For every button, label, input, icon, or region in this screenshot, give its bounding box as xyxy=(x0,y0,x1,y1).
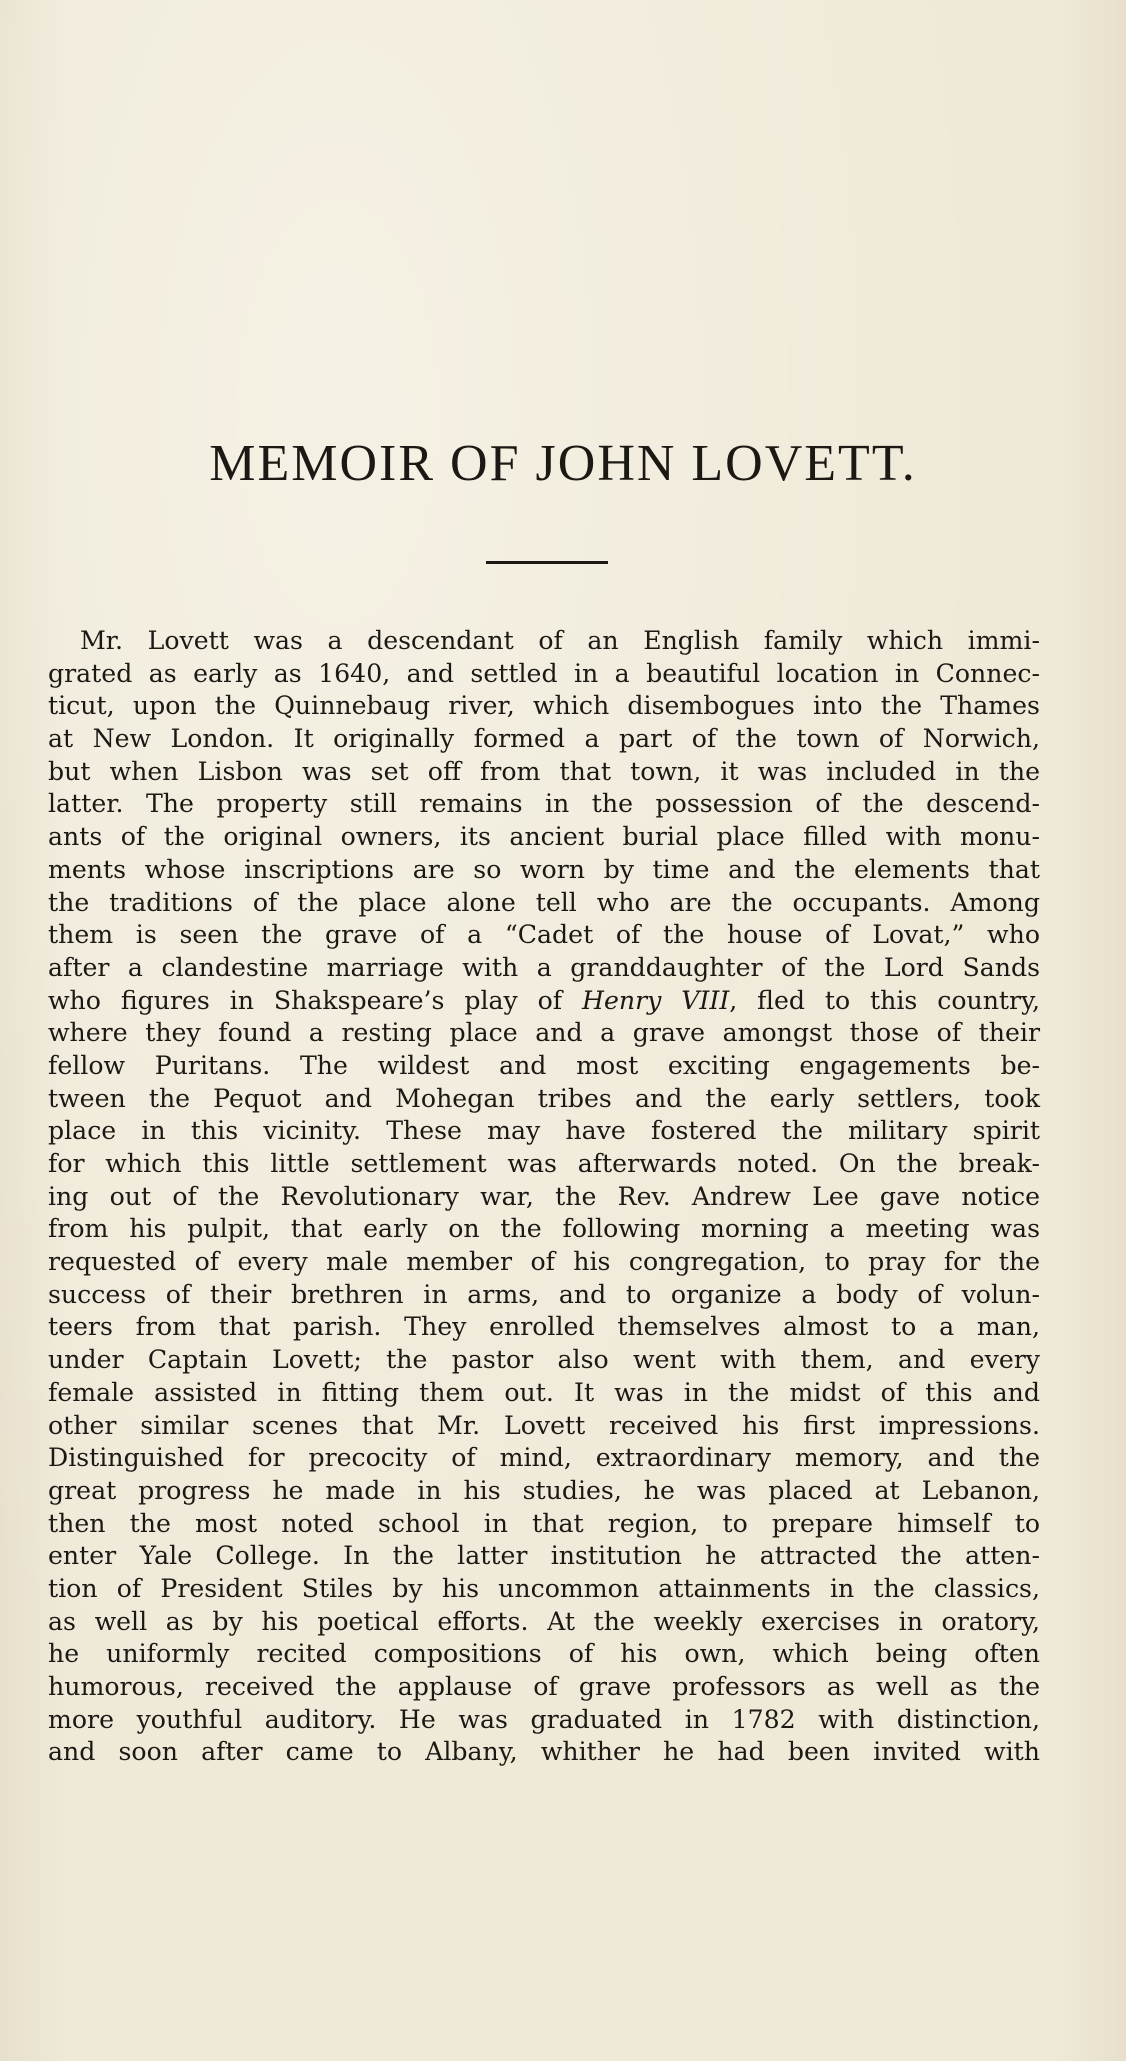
text-line: after a clandestine marriage with a granddaughter of the Lord Sands xyxy=(48,952,1040,982)
text-line: female assisted in fitting them out. It was in the midst of this and xyxy=(48,1377,1040,1407)
text-line: other similar scenes that Mr. Lovett received his first impressions. xyxy=(48,1410,1040,1440)
text-line: tion of President Stiles by his uncommon attainments in the classics, xyxy=(48,1573,1040,1603)
text-line: then the most noted school in that region, to prepare himself to xyxy=(48,1508,1040,1538)
text-line: ing out of the Revolutionary war, the Rev. Andrew Lee gave notice xyxy=(48,1181,1040,1211)
text-line: place in this vicinity. These may have fostered the military spirit xyxy=(48,1116,1040,1146)
text-line: them is seen the grave of a “Cadet of the house of Lovat,” who xyxy=(48,920,1040,950)
text-segment: , fled to this country, xyxy=(729,985,1040,1015)
text-line: as well as by his poetical efforts. At the weekly exercises in oratory, xyxy=(48,1606,1040,1636)
text-line-with-italic xyxy=(48,985,1040,1018)
text-line: from his pulpit, that early on the following morning a meeting was xyxy=(48,1214,1040,1244)
title-rule xyxy=(486,561,608,564)
text-line: fellow Puritans. The wildest and most exciting engagements be- xyxy=(48,1050,1040,1080)
italic-title: Henry VIII xyxy=(582,985,730,1015)
memoir-paragraph xyxy=(48,625,1040,1769)
text-line: but when Lisbon was set off from that town, it was included in the xyxy=(48,756,1040,786)
text-line: success of their brethren in arms, and to organize a body of volun- xyxy=(48,1279,1040,1309)
text-line: tween the Pequot and Mohegan tribes and the early settlers, took xyxy=(48,1083,1040,1113)
text-line: under Captain Lovett; the pastor also went with them, and every xyxy=(48,1345,1040,1375)
text-line: humorous, received the applause of grave professors as well as the xyxy=(48,1672,1040,1701)
text-line: and soon after came to Albany, whither he had been invited with xyxy=(48,1737,1040,1767)
text-line: enter Yale College. In the latter institution he attracted the atten- xyxy=(48,1541,1040,1571)
text-line: more youthful auditory. He was graduated in 1782 with distinction, xyxy=(48,1704,1040,1734)
text-line: at New London. It originally formed a part of the town of Norwich, xyxy=(48,724,1040,754)
text-line: he uniformly recited compositions of his own, which being often xyxy=(48,1639,1040,1669)
text-line: where they found a resting place and a grave amongst those of their xyxy=(48,1018,1040,1048)
text-line: grated as early as 1640, and settled in a beautiful location in Connec- xyxy=(48,658,1040,688)
text-segment: who figures in Shakspeare’s play of xyxy=(48,985,582,1015)
text-line: teers from that parish. They enrolled themselves almost to a man, xyxy=(48,1312,1040,1342)
text-line: for which this little settlement was afterwards noted. On the break- xyxy=(48,1149,1040,1178)
text-line: Distinguished for precocity of mind, extraordinary memory, and the xyxy=(48,1443,1040,1473)
text-line: ants of the original owners, its ancient burial place filled with monu- xyxy=(48,822,1040,852)
text-line: latter. The property still remains in the possession of the descend- xyxy=(48,789,1040,819)
text-line: ticut, upon the Quinnebaug river, which disembogues into the Thames xyxy=(48,691,1040,721)
text-line: great progress he made in his studies, he was placed at Lebanon, xyxy=(48,1475,1040,1505)
text-line: requested of every male member of his congregation, to pray for the xyxy=(48,1247,1040,1277)
text-line: ments whose inscriptions are so worn by time and the elements that xyxy=(48,854,1040,884)
page-title: MEMOIR OF JOHN LOVETT. xyxy=(209,435,917,492)
text-line: the traditions of the place alone tell who are the occupants. Among xyxy=(48,887,1040,917)
text-line: Mr. Lovett was a descendant of an English family which immi- xyxy=(80,626,1040,655)
